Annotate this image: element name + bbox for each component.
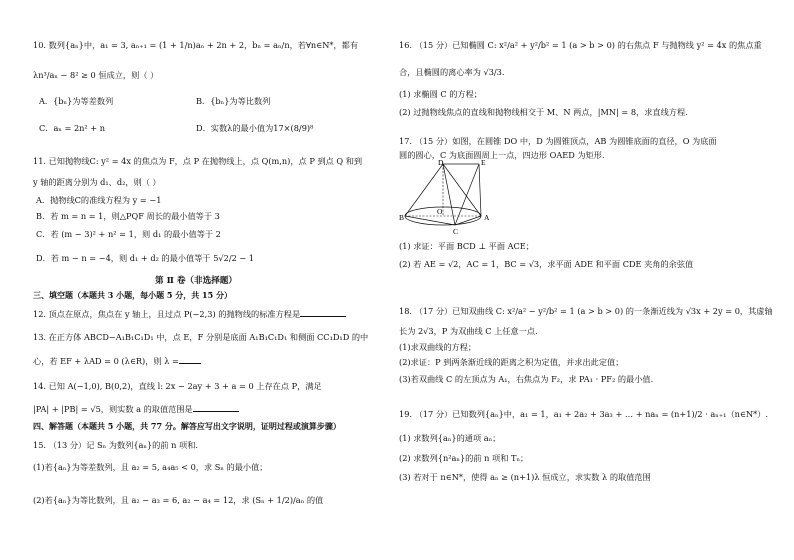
q15-part1: (1)若{aₙ}为等差数列，且 a₂ = 5, a₄a₅ < 0，求 Sₙ 的最小值； — [33, 462, 268, 472]
q12-text: 12. 顶点在原点，焦点在 y 轴上，且过点 P(−2,3) 的抛物线的标准方程是 — [33, 309, 301, 319]
solve-header: 四、解答题（本题共 5 小题，共 77 分。解答应写出文字说明，证明过程或演算步骤） — [33, 421, 341, 431]
q17-stem: 17. （15 分）如图，在圆锥 DO 中，D 为圆锥顶点，AB 为圆锥底面的直径，O 为底面 — [399, 136, 717, 146]
q16-stem-cont: 合，且椭圆的离心率为 √3/3. — [399, 67, 505, 77]
label-c: C — [453, 227, 459, 236]
q18-part3: (3)若双曲线 C 的左顶点为 A₁，右焦点为 F₂，求 PA₁ · PF₂ 的最小值. — [399, 374, 654, 384]
q11-option-d: D．若 m − n = −4，则 d₁ + d₂ 的最小值等于 5√2/2 − 1 — [36, 253, 255, 263]
q19-part3: (3) 若对于 n∈N*，使得 aₙ ≥ (n+1)λ 恒成立，求实数 λ 的取值范围 — [399, 472, 651, 482]
cone-figure — [399, 158, 491, 236]
q13 — [33, 356, 201, 366]
label-a: A — [484, 213, 490, 222]
q11-stem: 11. 已知抛物线C: y² = 4x 的焦点为 F，点 P 在抛物线上，点 Q(m,n)，点 P 到点 Q 和到 — [33, 156, 363, 166]
q11-option-a: A．抛物线C的准线方程为 y = −1 — [36, 195, 162, 205]
label-d: D — [438, 158, 444, 167]
q18-part2: (2)求证：P 到两条渐近线的距离之积为定值，并求出此定值； — [399, 357, 624, 367]
fill-in-header: 三、填空题（本题共 3 小题，每小题 5 分，共 15 分） — [33, 290, 232, 300]
q14 — [33, 404, 239, 414]
label-o: O — [437, 207, 443, 216]
q12-answer-blank[interactable] — [300, 309, 346, 317]
q17-part1: (1) 求证：平面 BCD ⊥ 平面 ACE； — [399, 241, 534, 251]
q13-text: 心，若 EF + λAD = 0 (λ∈R)，则 λ = — [33, 356, 179, 366]
q16-stem: 16. （15 分）已知椭圆 C: x²/a² + y²/b² = 1 (a > b > 0) 的右焦点 F 与抛物线 y² = 4x 的焦点重 — [399, 40, 762, 50]
q11-stem-cont: y 轴的距离分别为 d₁、d₂，则（ ） — [33, 177, 161, 187]
q10-option-b: B．{bₙ}为等比数列 — [196, 96, 271, 106]
q10-stem: 10. 数列{aₙ}中，a₁ = 3, aₙ₊₁ = (1 + 1/n)aₙ + 2n + 2，bₙ = aₙ/n，若∀n∈N*，都有 — [33, 40, 359, 50]
q15-part2: (2)若{aₙ}为等比数列，且 a₂ − a₃ = 6, a₂ − a₄ = 12，求 (Sₙ + 1/2)/aₙ 的值 — [33, 495, 324, 505]
q16-part1: (1) 求椭圆 C 的方程； — [399, 89, 482, 99]
q18-part1: (1)求双曲线的方程； — [399, 342, 477, 352]
q13-stem: 13. 在正方体 ABCD−A₁B₁C₁D₁ 中，点 E，F 分别是底面 A₁B₁C₁D₁ 和侧面 CC₁D₁D 的中 — [33, 332, 369, 342]
q15-stem: 15. （13 分）记 Sₙ 为数列{aₙ}的前 n 项和. — [33, 440, 198, 450]
q12 — [33, 309, 346, 319]
q14-stem: 14. 已知 A(−1,0), B(0,2)，直线 l: 2x − 2ay + 3 + a = 0 上存在点 P，满足 — [33, 381, 322, 391]
q18-stem-cont: 长为 2√3，P 为双曲线 C 上任意一点. — [399, 326, 538, 336]
q11-option-b: B．若 m = n = 1，则△PQF 周长的最小值等于 3 — [36, 211, 220, 221]
q18-stem: 18. （17 分）已知双曲线 C: x²/a² − y²/b² = 1 (a > b > 0) 的一条渐近线为 √3x + 2y = 0，其虚轴 — [399, 306, 773, 316]
q17-stem-cont: 圆的圆心，C 为底面圆周上一点，四边形 OAED 为矩形. — [399, 150, 605, 160]
q19-part2: (2) 求数列{n²aₙ}的前 n 项和 Tₙ； — [399, 453, 529, 463]
q14-text: |PA| + |PB| = √5，则实数 a 的取值范围是 — [33, 404, 193, 414]
label-e: E — [481, 158, 486, 167]
q11-option-c: C．若 (m − 3)² + n² = 1，则 d₁ 的最小值等于 2 — [36, 229, 221, 239]
label-b: B — [399, 213, 405, 222]
q19-stem: 19. （17 分）已知数列{aₙ}中，a₁ = 1，a₁ + 2a₂ + 3a₃ + … + naₙ = (n+1)/2 · aₙ₊₁（n∈N*）. — [399, 409, 769, 419]
q10-option-c: C．aₙ = 2n² + n — [39, 123, 106, 133]
q10-condition: λn³/aₙ − 8² ≥ 0 恒成立，则（ ） — [33, 70, 159, 80]
q10-option-d: D．实数λ的最小值为17×(8/9)⁸ — [196, 123, 314, 133]
q19-part1: (1) 求数列{aₙ}的通项 aₙ； — [399, 433, 501, 443]
q14-answer-blank[interactable] — [193, 404, 239, 412]
q17-part2: (2) 若 AE = √2，AC = 1，BC = √3，求平面 ADE 和平面 CDE 夹角的余弦值 — [399, 259, 694, 269]
q13-answer-blank[interactable] — [179, 356, 201, 364]
part2-title: 第 Ⅱ 卷（非选择题） — [155, 276, 237, 286]
q16-part2: (2) 过抛物线焦点的直线和抛物线相交于 M、N 两点，|MN| = 8，求直线方程. — [399, 107, 688, 117]
q10-option-a: A．{bₙ}为等差数列 — [39, 96, 114, 106]
